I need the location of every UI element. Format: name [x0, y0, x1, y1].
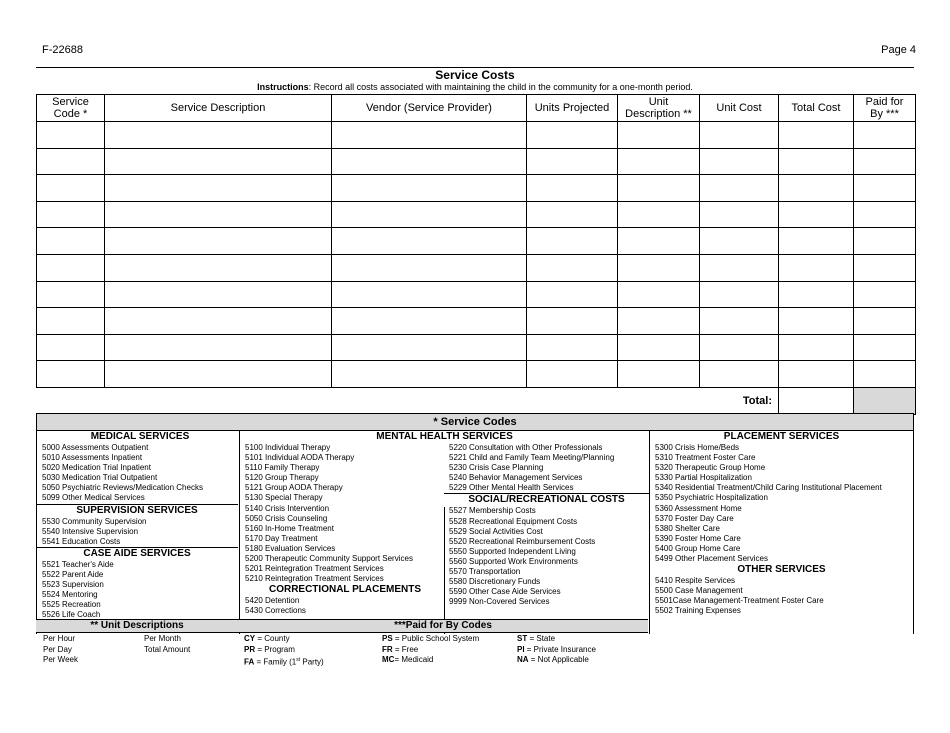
case-aide-heading: CASE AIDE SERVICES	[36, 547, 238, 560]
cost-row	[37, 281, 916, 308]
code-item: 5180 Evaluation Services	[245, 543, 336, 553]
col-unit-cost: Unit Cost	[700, 95, 779, 122]
legend-row-2: Per Day Total Amount PR = Program FR = Free PI = Private Insurance	[43, 644, 596, 654]
code-item: 5400 Group Home Care	[655, 543, 741, 553]
code-item: 5580 Discretionary Funds	[449, 577, 541, 587]
cost-cell[interactable]	[779, 361, 854, 388]
code-item: 5221 Child and Family Team Meeting/Planning	[449, 453, 615, 463]
code-item: 5523 Supervision	[42, 580, 104, 590]
cost-cell[interactable]	[105, 148, 332, 175]
cost-cell[interactable]	[527, 254, 618, 281]
cost-cell[interactable]	[700, 228, 779, 255]
cost-cell[interactable]	[779, 148, 854, 175]
cost-cell[interactable]	[700, 281, 779, 308]
cost-cell[interactable]	[105, 281, 332, 308]
code-item: 5200 Therapeutic Community Support Services	[245, 554, 413, 564]
cost-cell[interactable]	[618, 228, 700, 255]
correctional-list	[245, 596, 445, 616]
cost-cell[interactable]	[332, 122, 527, 149]
cost-cell[interactable]	[332, 281, 527, 308]
cost-cell[interactable]	[332, 308, 527, 335]
code-item: 5020 Medication Trial Inpatient	[42, 463, 151, 473]
code-item: 5521 Teacher's Aide	[42, 559, 114, 569]
cost-cell[interactable]	[527, 308, 618, 335]
cost-cell[interactable]	[527, 334, 618, 361]
cost-cell[interactable]	[779, 334, 854, 361]
cost-cell[interactable]	[105, 228, 332, 255]
placement-list	[650, 443, 913, 564]
cost-cell[interactable]	[854, 281, 916, 308]
cost-cell[interactable]	[779, 122, 854, 149]
code-item: 5310 Treatment Foster Care	[655, 453, 756, 463]
cost-cell[interactable]	[854, 254, 916, 281]
cost-cell[interactable]	[618, 175, 700, 202]
cost-cell[interactable]	[37, 308, 105, 335]
cost-cell[interactable]	[618, 281, 700, 308]
cost-row	[37, 361, 916, 388]
cost-cell[interactable]	[700, 254, 779, 281]
col-placement	[650, 431, 913, 634]
total-label: Total:	[742, 394, 772, 407]
cost-cell[interactable]	[854, 334, 916, 361]
cost-cell[interactable]	[37, 361, 105, 388]
social-heading: SOCIAL/RECREATIONAL COSTS	[444, 493, 649, 506]
other-list	[650, 576, 913, 616]
col-unit-description: Unit Description **	[618, 95, 700, 122]
cost-row	[37, 122, 916, 149]
cost-row	[37, 148, 916, 175]
code-item: 5550 Supported Independent Living	[449, 546, 576, 556]
cost-cell[interactable]	[854, 201, 916, 228]
codes-legend	[36, 619, 648, 666]
supervision-list	[42, 517, 238, 547]
cost-cell[interactable]	[37, 122, 105, 149]
code-item: 5210 Reintegration Treatment Services	[245, 574, 384, 584]
cost-row	[37, 201, 916, 228]
code-item: 9999 Non-Covered Services	[449, 597, 550, 607]
code-item: 5525 Recreation	[42, 600, 101, 610]
cost-cell[interactable]	[37, 281, 105, 308]
cost-cell[interactable]	[105, 175, 332, 202]
cost-cell[interactable]	[105, 334, 332, 361]
code-item: 5380 Shelter Care	[655, 523, 720, 533]
other-heading: OTHER SERVICES	[737, 564, 826, 576]
code-item: 5230 Crisis Case Planning	[449, 463, 544, 473]
medical-list	[42, 443, 238, 504]
code-item: 5500 Case Management	[655, 586, 743, 596]
code-item: 5560 Supported Work Environments	[449, 556, 578, 566]
cost-cell[interactable]	[618, 361, 700, 388]
cost-cell[interactable]	[854, 148, 916, 175]
code-item: 5420 Detention	[245, 596, 300, 606]
code-item: 5350 Psychiatric Hospitalization	[655, 493, 768, 503]
code-item: 5101 Individual AODA Therapy	[245, 453, 355, 463]
cost-cell[interactable]	[854, 361, 916, 388]
cost-cell[interactable]	[105, 122, 332, 149]
code-item: 5240 Behavior Management Services	[449, 473, 583, 483]
cost-row	[37, 308, 916, 335]
code-item: 5501Case Management-Treatment Foster Care	[655, 596, 824, 606]
cost-cell[interactable]	[854, 122, 916, 149]
cost-cell[interactable]	[332, 148, 527, 175]
page-number: Page 4	[881, 44, 916, 56]
cost-cell[interactable]	[332, 361, 527, 388]
cost-cell[interactable]	[37, 201, 105, 228]
code-item: 5360 Assessment Home	[655, 503, 742, 513]
case-aide-list	[42, 560, 238, 621]
cost-cell[interactable]	[618, 148, 700, 175]
cost-cell[interactable]	[332, 254, 527, 281]
code-item: 5000 Assessments Outpatient	[42, 443, 149, 452]
code-item: 5540 Intensive Supervision	[42, 526, 139, 536]
cost-cell[interactable]	[527, 201, 618, 228]
cost-cell[interactable]	[527, 228, 618, 255]
col-paid-for-by: Paid for By ***	[854, 95, 916, 122]
cost-cell[interactable]	[527, 148, 618, 175]
code-item: 5121 Group AODA Therapy	[245, 483, 343, 493]
cost-cell[interactable]	[779, 308, 854, 335]
code-item: 5130 Special Therapy	[245, 493, 323, 503]
cost-cell[interactable]	[527, 281, 618, 308]
code-item: 5520 Recreational Reimbursement Costs	[449, 536, 596, 546]
code-item: 5100 Individual Therapy	[245, 443, 331, 452]
cost-cell[interactable]	[700, 361, 779, 388]
cost-cell[interactable]	[618, 201, 700, 228]
code-item: 5220 Consultation with Other Professionals	[449, 443, 603, 452]
code-item: 5570 Transportation	[449, 567, 521, 577]
code-item: 5526 Life Coach	[42, 610, 101, 620]
cost-cell[interactable]	[854, 308, 916, 335]
paid-codes-title: ***Paid for By Codes	[394, 620, 492, 631]
cost-cell[interactable]	[37, 334, 105, 361]
code-item: 5099 Other Medical Services	[42, 493, 145, 503]
code-item: 5528 Recreational Equipment Costs	[449, 516, 578, 526]
supervision-heading: SUPERVISION SERVICES	[36, 504, 238, 517]
total-cost-cell[interactable]	[779, 387, 854, 414]
cost-cell[interactable]	[527, 361, 618, 388]
cost-cell[interactable]	[700, 122, 779, 149]
code-item: 5590 Other Case Aide Services	[449, 587, 561, 597]
cost-cell[interactable]	[779, 254, 854, 281]
code-item: 5120 Group Therapy	[245, 473, 319, 483]
code-item: 5541 Education Costs	[42, 536, 121, 546]
unit-descriptions-title: ** Unit Descriptions	[90, 620, 184, 631]
cost-cell[interactable]	[105, 201, 332, 228]
instructions: Instructions: Record all costs associated with maintaining the child in the community for a one-month period.	[257, 82, 693, 92]
cost-cell[interactable]	[37, 175, 105, 202]
cost-cell[interactable]	[779, 201, 854, 228]
mental-health-list-right	[449, 443, 649, 493]
cost-cell[interactable]	[37, 228, 105, 255]
cost-cell[interactable]	[700, 308, 779, 335]
cost-cell[interactable]	[779, 281, 854, 308]
code-item: 5330 Partial Hospitalization	[655, 473, 752, 483]
cost-cell[interactable]	[332, 228, 527, 255]
cost-cell[interactable]	[37, 148, 105, 175]
cost-cell[interactable]	[527, 122, 618, 149]
code-item: 5410 Respite Services	[655, 576, 736, 586]
col-service-description: Service Description	[105, 95, 332, 122]
code-item: 5522 Parent Aide	[42, 569, 104, 579]
col-medical	[42, 431, 238, 634]
col-service-code: Service Code *	[37, 95, 105, 122]
legend-row-1: Per Hour Per Month CY = County PS = Public School System ST = State	[43, 634, 556, 643]
cost-row	[37, 334, 916, 361]
col-units-projected: Units Projected	[527, 95, 618, 122]
code-item: 5502 Training Expenses	[655, 606, 741, 616]
code-item: 5160 In-Home Treatment	[245, 523, 334, 533]
code-item: 5527 Membership Costs	[449, 506, 536, 516]
cost-row	[37, 175, 916, 202]
cost-row	[37, 228, 916, 255]
cost-cell[interactable]	[618, 334, 700, 361]
cost-cell[interactable]	[700, 334, 779, 361]
cost-cell[interactable]	[332, 201, 527, 228]
cost-cell[interactable]	[779, 175, 854, 202]
code-item: 5499 Other Placement Services	[655, 554, 768, 564]
code-item: 5320 Therapeutic Group Home	[655, 463, 766, 473]
total-row	[37, 387, 916, 414]
cost-cell[interactable]	[700, 148, 779, 175]
placement-heading: PLACEMENT SERVICES	[723, 431, 840, 442]
col-total-cost: Total Cost	[779, 95, 854, 122]
code-item: 5201 Reintegration Treatment Services	[245, 564, 384, 574]
code-item: 5430 Corrections	[245, 606, 306, 616]
mental-health-heading: MENTAL HEALTH SERVICES	[376, 431, 513, 442]
service-codes-title: * Service Codes	[36, 413, 914, 431]
code-item: 5529 Social Activities Cost	[449, 526, 543, 536]
service-costs-table	[36, 94, 916, 415]
mental-health-list-left	[245, 443, 445, 584]
cost-cell[interactable]	[618, 254, 700, 281]
code-item: 5390 Foster Home Care	[655, 533, 741, 543]
correctional-heading: CORRECTIONAL PLACEMENTS	[268, 584, 422, 596]
cost-cell[interactable]	[105, 308, 332, 335]
service-costs-title: Service Costs	[435, 68, 515, 82]
cost-cell[interactable]	[618, 308, 700, 335]
code-item: 5524 Mentoring	[42, 590, 98, 600]
medical-heading: MEDICAL SERVICES	[90, 431, 190, 442]
code-item: 5300 Crisis Home/Beds	[655, 443, 740, 452]
cost-cell[interactable]	[332, 175, 527, 202]
code-item: 5140 Crisis Intervention	[245, 503, 330, 513]
code-item: 5010 Assessments Inpatient	[42, 453, 143, 463]
col-mental-health	[240, 431, 649, 634]
code-item: 5370 Foster Day Care	[655, 513, 734, 523]
cost-cell[interactable]	[105, 254, 332, 281]
cost-cell[interactable]	[105, 361, 332, 388]
code-item: 5170 Day Treatment	[245, 533, 318, 543]
service-codes-section	[36, 413, 914, 634]
cost-cell[interactable]	[618, 122, 700, 149]
legend-row-3: Per Week FA = Family (1st Party) MC= Medicaid NA = Not Applicable	[43, 655, 589, 667]
code-item: 5110 Family Therapy	[245, 463, 320, 473]
social-list	[449, 506, 649, 607]
code-item: 5030 Medication Trial Outpatient	[42, 473, 158, 483]
cost-cell[interactable]	[37, 254, 105, 281]
code-item: 5229 Other Mental Health Services	[449, 483, 574, 493]
cost-cell[interactable]	[527, 175, 618, 202]
cost-cell[interactable]	[700, 201, 779, 228]
code-item: 5530 Community Supervision	[42, 516, 147, 526]
code-item: 5340 Residential Treatment/Child Caring Institutional Placement	[655, 483, 882, 493]
total-shaded-cell	[854, 387, 916, 414]
code-item: 5050 Psychiatric Reviews/Medication Checks	[42, 483, 203, 493]
cost-cell[interactable]	[332, 334, 527, 361]
cost-row	[37, 254, 916, 281]
cost-cell[interactable]	[700, 175, 779, 202]
cost-cell[interactable]	[779, 228, 854, 255]
cost-cell[interactable]	[854, 228, 916, 255]
code-item: 5050 Crisis Counseling	[245, 513, 328, 523]
col-vendor: Vendor (Service Provider)	[332, 95, 527, 122]
form-number: F-22688	[42, 44, 83, 56]
cost-cell[interactable]	[854, 175, 916, 202]
